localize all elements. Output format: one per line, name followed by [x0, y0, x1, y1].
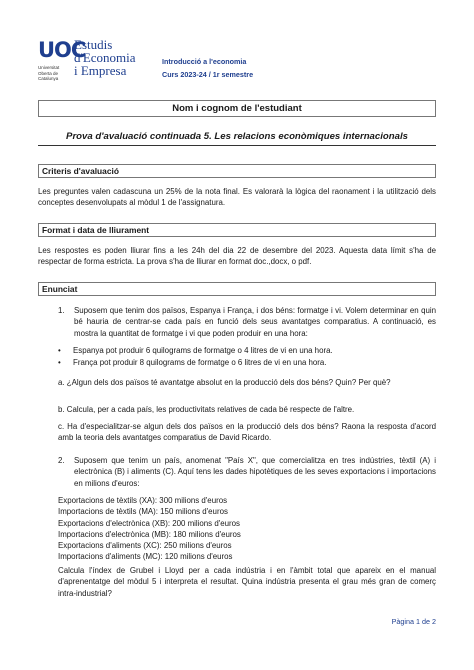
- question-2-number: 2.: [58, 456, 65, 465]
- criteria-text: Les preguntes valen cadascuna un 25% de la nota final. Es valorarà la lògica del raonament i la utilització dels conceptes desenvolupats al mòdul 1 de l'assignatura.: [38, 187, 436, 208]
- list-item: Importacions d'electrònica (MB): 180 milions d'euros: [58, 529, 241, 539]
- bullet-text: França pot produir 8 quilograms de formatge o 6 litres de vi en una hora.: [73, 358, 327, 367]
- logo-studies-name: [74, 38, 136, 77]
- course-info: [162, 55, 253, 81]
- question-1c: c. Ha d'especialitzar-se algun dels dos països en la producció dels dos béns? Raona la resposta d'acord amb la teoria dels avantatges comparatius de David Ricardo.: [58, 422, 436, 443]
- bullet-icon: •: [58, 358, 61, 367]
- course-name: Introducció a l'economia: [162, 57, 247, 66]
- list-item: Exportacions d'electrònica (XB): 200 milions d'euros: [58, 518, 240, 528]
- list-item: Exportacions de tèxtils (XA): 300 milions d'euros: [58, 496, 228, 505]
- trade-data-list: [58, 495, 436, 563]
- criteria-heading: Criteris d'avaluació: [38, 164, 436, 178]
- question-1-number: 1.: [58, 306, 65, 315]
- document-title: Prova d'avaluació continuada 5. Les relacions econòmiques internacionals: [66, 131, 408, 142]
- logo-line-3: i Empresa: [74, 63, 127, 78]
- list-item: [58, 345, 436, 356]
- course-semester: Curs 2023-24 / 1r semestre: [162, 70, 254, 79]
- question-1a: a. ¿Algun dels dos països té avantatge absolut en la producció dels dos béns? Quin? Per què?: [58, 378, 391, 387]
- delivery-text: Les respostes es poden lliurar fins a les 24h del dia 22 de desembre del 2023. Aquesta data límit s'ha de respectar de forma estricta. La prova s'ha de lliurar en format doc.,docx, o pdf.: [38, 246, 436, 267]
- title-divider: [38, 145, 436, 146]
- list-item: Exportacions d'aliments (XC): 250 milions d'euros: [58, 541, 232, 551]
- question-1-text: Suposem que tenim dos països, Espanya i França, i dos béns: formatge i vi. Volem determinar en quin bé hauria de centrar-se cada país en funció dels seus avantatges comparatius. A continuació, es mostra la quantitat de formatge i vi que poden produir en una hora:: [74, 306, 436, 338]
- question-1b: b. Calcula, per a cada país, les productivitats relatives de cada bé respecte de l'altre.: [58, 405, 355, 414]
- logo-line-1: Estudis: [74, 37, 113, 52]
- logo-mark: UOC: [38, 38, 86, 62]
- bullet-icon: •: [58, 346, 61, 355]
- statement-heading: Enunciat: [38, 282, 436, 296]
- question-2-text: Suposem que tenim un país, anomenat "País X", que comercialitza en tres indústries, tèxtil (A) i electrònica (B) i aliments (C). Aquí tens les dades hipotètiques de les seves exportacions i importacions en milions d'euros:: [74, 456, 436, 488]
- page-number: Pàgina 1 de 2: [391, 617, 436, 626]
- logo-university-name: Universitat Oberta de Catalunya: [38, 65, 60, 81]
- student-name-box: Nom i cognom de l'estudiant: [38, 100, 436, 117]
- delivery-heading: Format i data de lliurament: [38, 223, 436, 237]
- uoc-logo: [38, 36, 148, 88]
- logo-line-2: d'Economia: [74, 50, 136, 65]
- list-item: Importacions d'aliments (MC): 120 milions d'euros: [58, 552, 233, 562]
- bullet-text: Espanya pot produir 6 quilograms de formatge o 4 litres de vi en una hora.: [73, 346, 333, 355]
- list-item: Importacions de tèxtils (MA): 150 milions d'euros: [58, 507, 228, 517]
- question-2-task: Calcula l'índex de Grubel i Lloyd per a cada indústria i en l'àmbit total que apareix en el manual d'aprenentatge del mòdul 5 i interpreta el resultat. Quina indústria presenta el grau més gran de comerç intra-industrial?: [58, 566, 436, 598]
- list-item: [58, 357, 436, 368]
